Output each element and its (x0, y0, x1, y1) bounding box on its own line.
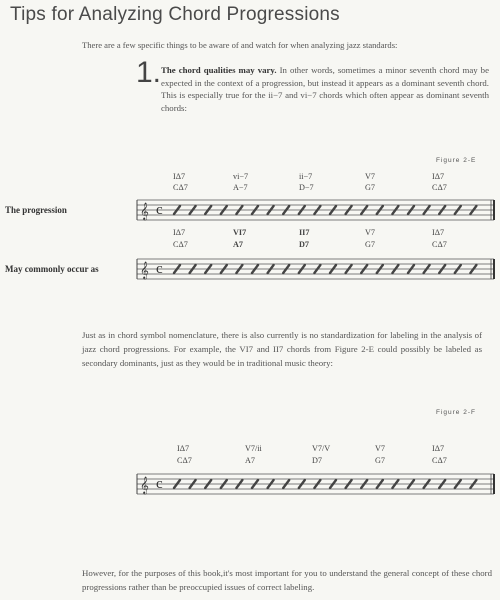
chord-numeral: V7/V (312, 444, 331, 453)
chord-numeral: V7 (375, 444, 386, 453)
chord-symbol: CΔ7 (177, 456, 192, 465)
paragraph-three: However, for the purposes of this book,it's most important for you to understand the general concept of these chord progressions rather than be preoccupied issues of correct labeling. (82, 568, 492, 592)
point-body: In other words, sometimes a minor seventh chord may be expected in the context of a progression, but instead it appears as a dominant seventh chord. This is especially true for the ii−7 and vi−7 chords which often appear as dominant seventh chords: (161, 65, 489, 113)
figure-2f-label: Figure 2-F (436, 409, 476, 416)
chord-symbol: CΔ7 (432, 456, 447, 465)
point-lead: The chord qualities may vary. (161, 65, 277, 75)
chord-symbol: D7 (312, 456, 323, 465)
chord-symbol: G7 (375, 456, 386, 465)
paragraph-two: Just as in chord symbol nomenclature, there is also currently is no standardization for labeling in the analysis of jazz chord progressions. For example, the VI7 and II7 chords from Figure 2-E could possibly be labeled as secondary dominants, just as they would be in traditional music theory: (82, 330, 482, 368)
row-label-common: May commonly occur as (5, 264, 99, 274)
svg-text:𝄞: 𝄞 (140, 476, 149, 494)
chord-numeral: ii−7 (299, 172, 313, 181)
page-title: Tips for Analyzing Chord Progressions (10, 4, 340, 25)
figure-2e-label: Figure 2-E (436, 157, 477, 164)
chord-symbol: CΔ7 (432, 240, 447, 249)
staff-common (0, 255, 500, 285)
svg-text:𝄞: 𝄞 (140, 202, 149, 220)
chord-numeral: VI7 (233, 228, 247, 237)
chord-numeral: IΔ7 (177, 444, 190, 453)
svg-text:𝄞: 𝄞 (140, 261, 149, 279)
chord-symbol: D−7 (299, 183, 314, 192)
time-signature: c (156, 202, 163, 218)
chord-numeral: V7/ii (245, 444, 262, 453)
chord-symbol: D7 (299, 240, 310, 249)
chord-symbol: CΔ7 (432, 183, 447, 192)
chord-numeral: IΔ7 (173, 228, 186, 237)
time-signature: c (156, 476, 163, 492)
chord-numeral: V7 (365, 172, 376, 181)
point-number: 1. (136, 56, 162, 89)
staff-figure-2f (0, 470, 500, 500)
intro-text: There are a few specific things to be aware of and watch for when analyzing jazz standards: (82, 40, 398, 50)
chord-numeral: IΔ7 (173, 172, 186, 181)
chord-symbol: A7 (233, 240, 244, 249)
chord-numeral: IΔ7 (432, 172, 445, 181)
chord-symbol: CΔ7 (173, 183, 188, 192)
chord-numeral: IΔ7 (432, 444, 445, 453)
time-signature: c (156, 261, 163, 277)
point-one-text (161, 64, 489, 114)
chord-symbol: CΔ7 (173, 240, 188, 249)
chord-numeral: vi−7 (233, 172, 249, 181)
chord-numeral: IΔ7 (432, 228, 445, 237)
chord-symbol: A−7 (233, 183, 248, 192)
chord-numeral: II7 (299, 228, 310, 237)
chord-numeral: V7 (365, 228, 376, 237)
chord-symbol: G7 (365, 183, 376, 192)
staff-progression (0, 196, 500, 226)
row-label-progression: The progression (5, 205, 67, 215)
chord-symbol: G7 (365, 240, 376, 249)
chord-symbol: A7 (245, 456, 256, 465)
